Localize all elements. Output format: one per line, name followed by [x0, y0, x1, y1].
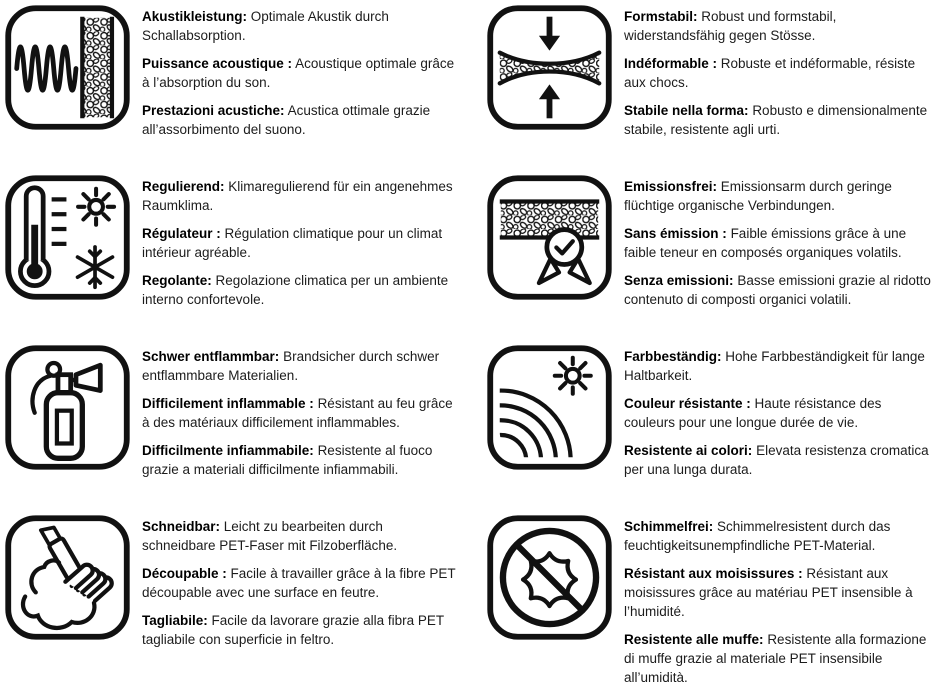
label-de: Schneidbar:: [142, 519, 221, 534]
text-de: Leicht zu bearbeiten durch schneidbare PET-Faser mit Filzoberfläche.: [142, 519, 398, 553]
feature-text-colorfast: [624, 344, 934, 510]
feature-card-acoustic: [0, 0, 468, 170]
text-de: Schimmelresistent durch das feuchtigkeitsunempfindliche PET-Material.: [624, 519, 891, 553]
text-it: Resistente alla formazione di muffe grazie al materiale PET insensibile all’umidità.: [624, 632, 927, 685]
feature-card-emission-free: [468, 170, 936, 340]
text-de: Robust und formstabil, widerstandsfähig gegen Stösse.: [624, 9, 837, 43]
thermometer-sun-snowflake-icon: [4, 174, 131, 301]
feature-card-colorfast: [468, 340, 936, 510]
text-fr: Résistant au feu grâce à des matériaux difficilement inflammables.: [142, 396, 453, 430]
text-it: Robusto e dimensionalmente stabile, resistente agli urti.: [624, 103, 928, 137]
text-fr: Haute résistance des couleurs pour une longue durée de vie.: [624, 396, 882, 430]
text-fr: Résistant aux moisissures grâce au matériau PET insensible à l’humidité.: [624, 566, 913, 619]
text-de: Brandsicher durch schwer entflammbare Materialien.: [142, 349, 440, 383]
text-de: Hohe Farbbeständigkeit für lange Haltbarkeit.: [624, 349, 925, 383]
label-fr: Découpable :: [142, 566, 227, 581]
label-fr: Couleur résistante :: [624, 396, 751, 411]
label-fr: Indéformable :: [624, 56, 718, 71]
label-de: Farbbeständig:: [624, 349, 722, 364]
hand-cutter-icon: [4, 514, 131, 641]
label-de: Emissionsfrei:: [624, 179, 718, 194]
text-fr: Robuste et indéformable, résiste aux chocs.: [624, 56, 916, 90]
text-it: Acustica ottimale grazie all’assorbimento del suono.: [142, 103, 431, 137]
label-it: Prestazioni acustiche:: [142, 103, 285, 118]
label-de: Schimmelfrei:: [624, 519, 714, 534]
feature-card-climate: [0, 170, 468, 340]
text-fr: Faible émissions grâce à une faible teneur en composés organiques volatils.: [624, 226, 907, 260]
feature-card-mold-free: [468, 510, 936, 685]
feature-text-cuttable: [142, 514, 460, 680]
label-fr: Puissance acoustique :: [142, 56, 293, 71]
feature-text-flame-retardant: [142, 344, 460, 510]
label-de: Regulierend:: [142, 179, 225, 194]
feature-text-acoustic: [142, 4, 460, 170]
label-it: Senza emissioni:: [624, 273, 734, 288]
feature-text-mold-free: [624, 514, 934, 685]
feature-card-cuttable: [0, 510, 468, 680]
label-fr: Régulateur :: [142, 226, 221, 241]
feature-card-flame-retardant: [0, 340, 468, 510]
text-fr: Régulation climatique pour un climat intérieur agréable.: [142, 226, 443, 260]
text-fr: Acoustique optimale grâce à l’absorption du son.: [142, 56, 455, 90]
text-it: Facile da lavorare grazie alla fibra PET tagliabile con superficie in feltro.: [142, 613, 444, 647]
label-de: Schwer entflammbar:: [142, 349, 280, 364]
feature-text-climate: [142, 174, 460, 340]
label-it: Regolante:: [142, 273, 212, 288]
label-fr: Sans émission :: [624, 226, 727, 241]
label-it: Tagliabile:: [142, 613, 208, 628]
label-de: Formstabil:: [624, 9, 698, 24]
label-it: Resistente alle muffe:: [624, 632, 764, 647]
fire-extinguisher-icon: [4, 344, 131, 471]
no-mold-icon: [486, 514, 613, 641]
label-fr: Résistant aux moisissures :: [624, 566, 803, 581]
label-de: Akustikleistung:: [142, 9, 248, 24]
label-it: Difficilmente infiammabile:: [142, 443, 314, 458]
compression-arrows-icon: [486, 4, 613, 131]
label-it: Resistente ai colori:: [624, 443, 753, 458]
text-de: Klimaregulierend für ein angenehmes Raumklima.: [142, 179, 453, 213]
feature-card-form-stable: [468, 0, 936, 170]
label-it: Stabile nella forma:: [624, 103, 749, 118]
text-it: Elevata resistenza cromatica per una lunga durata.: [624, 443, 929, 477]
feature-text-form-stable: [624, 4, 934, 170]
sound-absorption-icon: [4, 4, 131, 131]
sun-rainbow-icon: [486, 344, 613, 471]
text-it: Basse emissioni grazie al ridotto contenuto di composti organici volatili.: [624, 273, 931, 307]
text-de: Emissionsarm durch geringe flüchtige organische Verbindungen.: [624, 179, 892, 213]
text-de: Optimale Akustik durch Schallabsorption.: [142, 9, 389, 43]
certified-material-icon: [486, 174, 613, 301]
feature-text-emission-free: [624, 174, 934, 340]
text-it: Regolazione climatica per un ambiente interno confortevole.: [142, 273, 449, 307]
text-it: Resistente al fuoco grazie a materiali difficilmente infiammabili.: [142, 443, 433, 477]
text-fr: Facile à travailler grâce à la fibre PET découpable avec une surface en feutre.: [142, 566, 456, 600]
label-fr: Difficilement inflammable :: [142, 396, 314, 411]
